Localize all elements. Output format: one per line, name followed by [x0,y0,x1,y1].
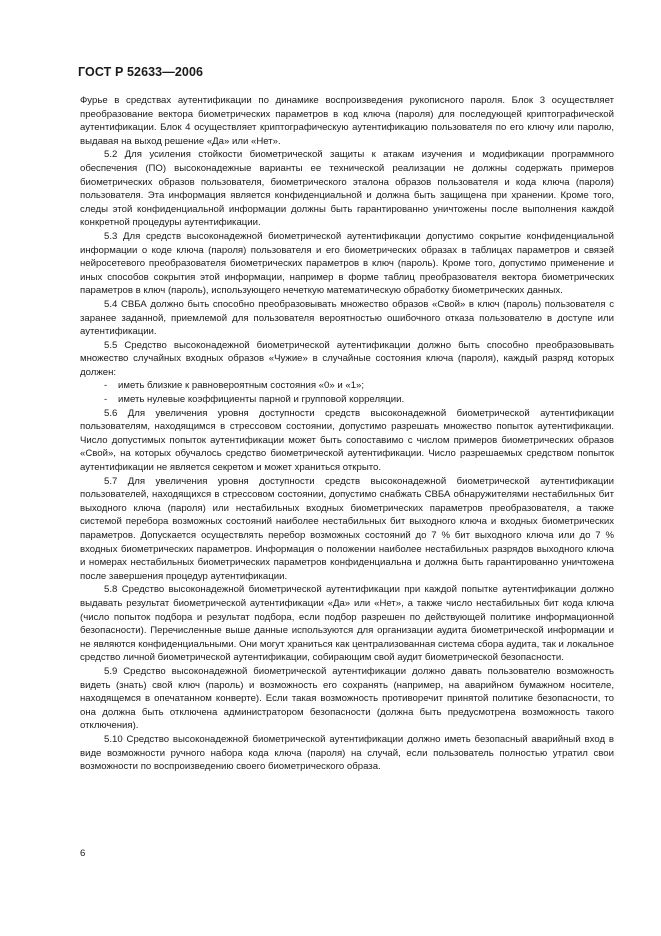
paragraph-5-2: 5.2 Для усиления стойкости биометрической защиты к атакам изучения и модификации программного обеспечения (ПО) высоконадежные варианты ее технической реализации не должны содержать примеров биометрических образов пользователя, биометрического эталона образов пользователя и кода ключа (пароля) пользователя. Эта информация является конфиденциальной и должна быть защищена при хранении. Кроме того, следы этой конфиденциальной информации должны быть гарантированно уничтожены после выполнения каждой конкретной процедуры аутентификации. [80,149,614,229]
page-number: 6 [80,848,86,859]
paragraph-5-5: 5.5 Средство высоконадежной биометрической аутентификации должно быть способно преобразовывать множество случайных входных образов «Чужие» в случайные состояния ключа (пароля), каждый разряд которых должен: [80,339,614,378]
list-dash: - [104,394,108,406]
list-item-text: иметь близкие к равновероятным состояния «0» и «1»; [118,380,365,392]
paragraph-5-9: 5.9 Средство высоконадежной биометрической аутентификации должно давать пользователю возможность видеть (знать) свой ключ (пароль) и возможность его сохранять (например, на аварийном бумажном носителе, находящемся в опечатанном конверте). Если такая возможность противоречит принятой политике безопасности, то она должна быть отключена администратором безопасности (должна быть предусмотрена возможность такого отключения). [80,665,614,732]
list-dash: - [104,380,108,392]
list-item [80,379,614,393]
paragraph-5-10: 5.10 Средство высоконадежной биометрической аутентификации должно иметь безопасный аварийный вход в виде возможности ручного набора кода ключа (пароля) на случай, если пользователь полностью утратил свои возможности по воспроизведению своего биометрического образа. [80,733,614,773]
paragraph-5-6: 5.6 Для увеличения уровня доступности средств высоконадежной биометрической аутентификации пользователям, находящимся в стрессовом состоянии, допустимо разрешать множество попыток аутентификации. Число допустимых попыток аутентификации может быть сопоставимо с числом примеров биометрических образов «Свой», на которых обучалось средство биометрической аутентификации. Число разрешаемых средством попыток аутентификации не является секретом и может храниться открыто. [80,407,614,474]
paragraph-5-4: 5.4 СВБА должно быть способно преобразовывать множество образов «Свой» в ключ (пароль) пользователя с заранее заданной, приемлемой для пользователя вероятностью ошибочного отказа пользователю в доступе или аутентификации. [80,298,614,338]
document-header: ГОСТ Р 52633—2006 [78,65,204,79]
paragraph-5-3: 5.3 Для средств высоконадежной биометрической аутентификации допустимо сокрытие конфиденциальной информации о коде ключа (пароля) пользователя и его биометрических образах в таблицах параметров и связей нейросетевого преобразователя биометрических параметров в ключ (пароль). Кроме того, допустимо применение и иных способов сокрытия этой информации, например в форме таблиц преобразователя вектора биометрических параметров в ключ (пароль), использующего нечеткую математическую обработку биометрических данных. [80,230,614,297]
document-body [80,94,614,774]
list-item [80,393,614,407]
paragraph-5-8: 5.8 Средство высоконадежной биометрической аутентификации при каждой попытке аутентификации должно выдавать результат биометрической аутентификации «Да» или «Нет», а также число нестабильных бит кода ключа (число попыток подбора и результат подбора, если подбор разрешен по действующей политике информационной безопасности). Перечисленные выше данные используются для организации аудита биометрической информации и не являются конфиденциальными. Они могут храниться как централизованная система сбора аудита, так и локальное средство личной биометрической аутентификации, собирающим свой аудит биометрической безопасности. [80,584,614,664]
list-item-text: иметь нулевые коэффициенты парной и групповой корреляции. [118,394,405,406]
paragraph-continuation: Фурье в средствах аутентификации по динамике воспроизведения рукописного пароля. Блок 3 осуществляет преобразование вектора биометрических параметров в код ключа (пароля) для последующей криптографической аутентификации. Блок 4 осуществляет криптографическую аутентификацию пользователя по его ключу или паролю, выдавая на выход решение «Да» или «Нет». [80,95,614,147]
paragraph-5-7: 5.7 Для увеличения уровня доступности средств высоконадежной биометрической аутентификации пользователей, находящихся в стрессовом состоянии, допустимо снабжать СВБА обнаружителями нестабильных бит выходного ключа (пароля) или нестабильных входных биометрических параметров преобразователя, а также системой перебора возможных состояний наиболее нестабильных бит выходного ключа и входных биометрических параметров. Допускается осуществлять перебор возможных состояний до 7 % бит выходного ключа или до 7 % входных биометрических параметров. Информация о положении наиболее нестабильных разрядов выходного ключа и номерах нестабильных биометрических параметров конфиденциальна и должна быть гарантированно уничтожена после завершения процедур аутентификации. [80,475,614,582]
